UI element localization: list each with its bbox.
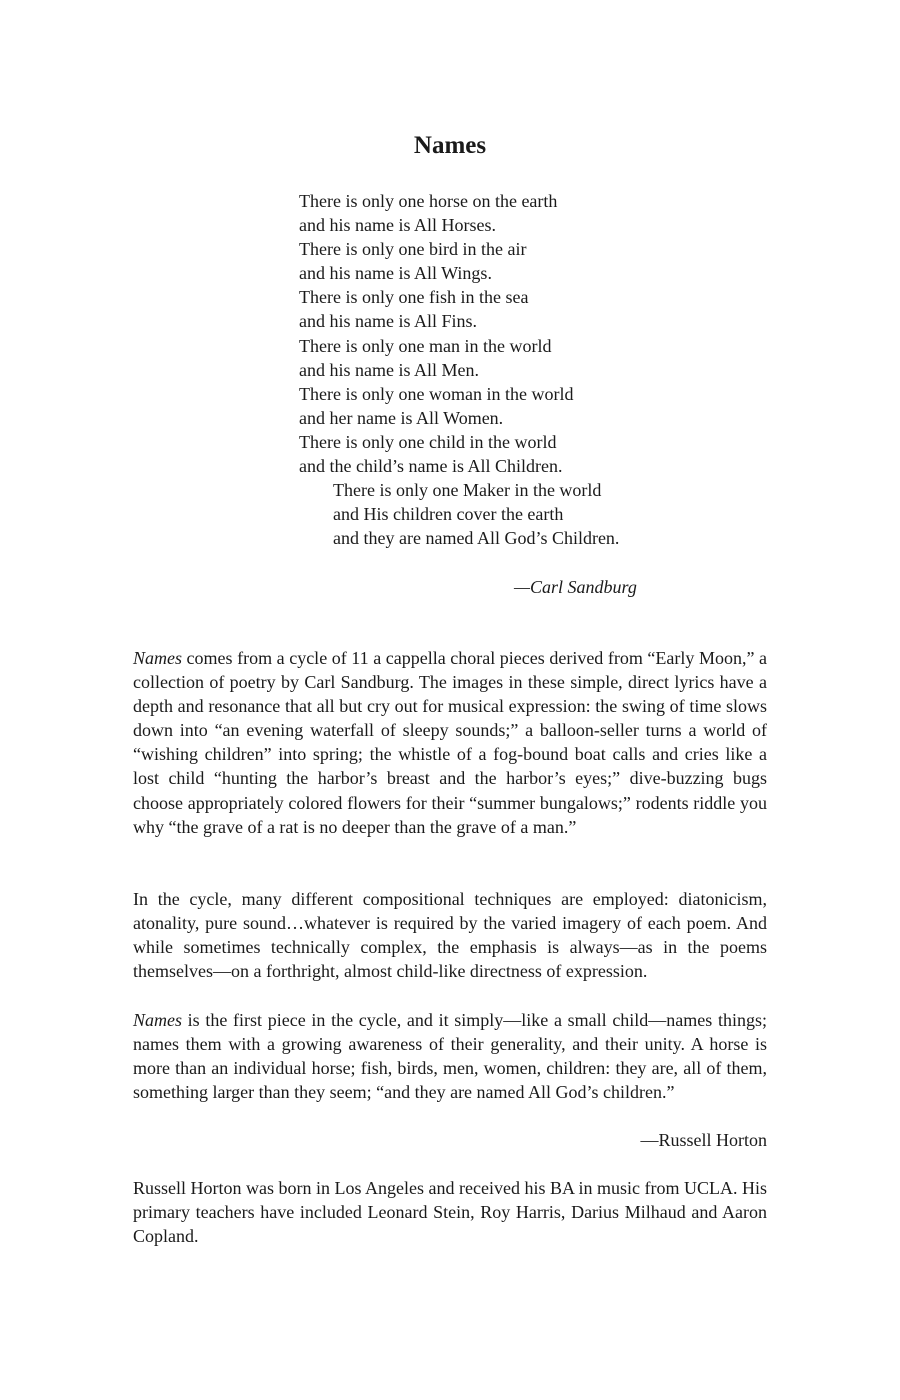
essay-paragraph-2: In the cycle, many different compositional techniques are employed: diatonicism, atonality, pure sound…whatever is required by the varied imagery of each poem. And while sometimes technically complex, the emphasis is always—as in the poems themselves—on a forthright, almost child-like directness of expression. [133, 889, 767, 982]
poem-line: and his name is All Horses. [299, 215, 496, 236]
poem-attribution: —Carl Sandburg [514, 577, 637, 597]
poem-line: There is only one bird in the air [299, 239, 527, 260]
poem-line: There is only one horse on the earth [299, 191, 558, 211]
poem-line: and his name is All Men. [299, 359, 479, 380]
poem [299, 189, 619, 550]
poem-line: and his name is All Fins. [299, 311, 478, 332]
essay-paragraph-3 [133, 1008, 767, 1104]
author-signature: —Russell Horton [640, 1130, 767, 1150]
title-reference: Names [133, 1010, 182, 1030]
poem-line: and his name is All Wings. [299, 263, 492, 284]
poem-line-indented: and His children cover the earth [333, 504, 564, 525]
poem-line: There is only one woman in the world [299, 383, 574, 404]
title-reference: Names [133, 648, 182, 668]
poem-line-indented: There is only one Maker in the world [333, 480, 602, 501]
author-bio: Russell Horton was born in Los Angeles and received his BA in music from UCLA. His primary teachers have included Leonard Stein, Roy Harris, Darius Milhaud and Aaron Copland. [133, 1178, 767, 1247]
paragraph-text: comes from a cycle of 11 a cappella choral pieces derived from “Early Moon,” a collection of poetry by Carl Sandburg. The images in these simple, direct lyrics have a depth and resonance that all but cry out for musical expression: the swing of time slows down into “an evening waterfall of sleepy sounds;” a balloon-seller turns a world of “wishing children” into spring; the whistle of a fog-bound boat calls and cries like a lost child “hunting the harbor’s breast and the harbor’s eyes;” dive-buzzing bugs choose appropriately colored flowers for their “summer bungalows;” rodents riddle you why “the grave of a rat is no deeper than the grave of a man.” [133, 648, 767, 837]
essay-paragraph-1 [133, 646, 767, 839]
poem-line: and the child’s name is All Children. [299, 456, 563, 477]
paragraph-text: is the first piece in the cycle, and it simply—like a small child—names things; names them with a growing awareness of their generality, and their unity. A horse is more than an individual horse; fish, birds, men, women, children: they are, all of them, something larger than they seem; “and they are named All God’s children.” [133, 1010, 767, 1103]
poem-line: There is only one man in the world [299, 335, 552, 356]
poem-line-indented: and they are named All God’s Children. [333, 528, 620, 549]
poem-line: and her name is All Women. [299, 407, 504, 428]
page-title: Names [413, 132, 487, 159]
poem-line: There is only one child in the world [299, 431, 557, 452]
poem-line: There is only one fish in the sea [299, 287, 529, 308]
